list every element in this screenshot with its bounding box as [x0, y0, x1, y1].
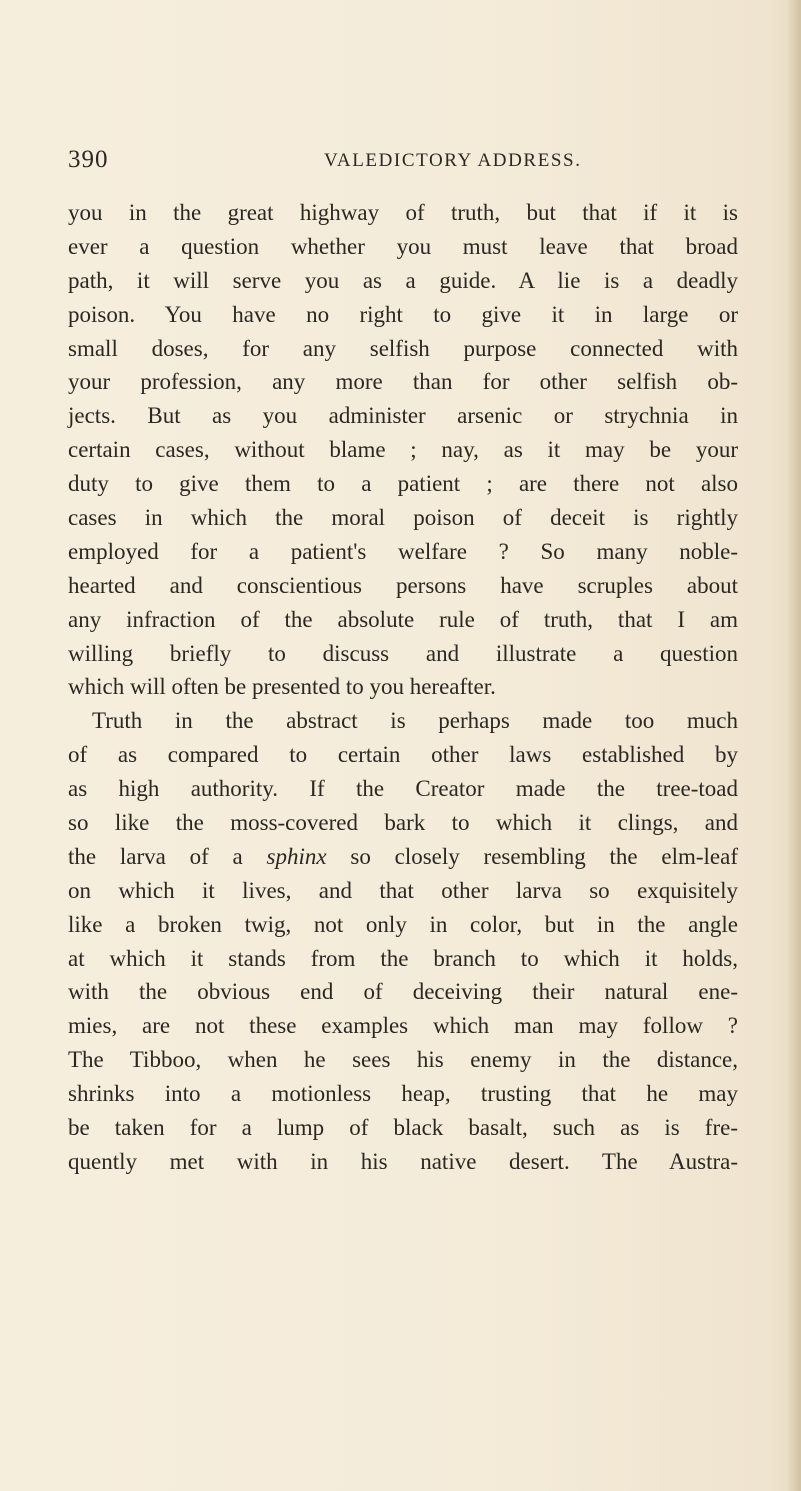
text-line: which will often be presented to you hereafter.: [68, 674, 496, 700]
text-line-with-italic: [68, 840, 738, 874]
page-edge-shadow: [787, 0, 801, 1491]
text-line: of as compared to certain other laws established by: [68, 742, 738, 768]
text-line: as high authority. If the Creator made the tree-toad: [68, 776, 738, 802]
text-line: The Tibboo, when he sees his enemy in the distance,: [68, 1047, 738, 1073]
text-line: like a broken twig, not only in color, but in the angle: [68, 911, 738, 937]
text-line: jects. But as you administer arsenic or strychnia in: [68, 403, 738, 429]
text-line: duty to give them to a patient ; are there not also: [68, 471, 738, 497]
page-header: [68, 146, 738, 176]
text-line: shrinks into a motionless heap, trusting that he may: [68, 1081, 738, 1107]
text-line: quently met with in his native desert. The Austra-: [68, 1148, 738, 1174]
text-line: small doses, for any selfish purpose connected with: [68, 335, 738, 361]
text-line: employed for a patient's welfare ? So many noble-: [68, 538, 738, 564]
text-line: on which it lives, and that other larva so exquisitely: [68, 877, 738, 903]
text-line: so like the moss-covered bark to which it clings, and: [68, 810, 738, 836]
text-line: ever a question whether you must leave that broad: [68, 233, 738, 259]
text-line: you in the great highway of truth, but that if it is: [68, 200, 738, 225]
body-text: [68, 196, 738, 1179]
paragraph-start-line: Truth in the abstract is perhaps made too much: [92, 708, 738, 734]
text-line: cases in which the moral poison of deceit is rightly: [68, 505, 738, 531]
text-line: certain cases, without blame ; nay, as it may be your: [68, 437, 738, 463]
text-line: willing briefly to discuss and illustrate a question: [68, 640, 738, 666]
text-line: with the obvious end of deceiving their natural ene-: [68, 979, 738, 1005]
italic-term-sphinx: sphinx: [266, 843, 327, 869]
text-line: your profession, any more than for other selfish ob-: [68, 369, 738, 395]
text-line: hearted and conscientious persons have scruples about: [68, 572, 738, 598]
text-segment: so closely resembling the elm-leaf: [350, 843, 739, 869]
text-line: at which it stands from the branch to which it holds,: [68, 945, 738, 971]
text-segment: the larva of a: [68, 843, 243, 869]
text-line: mies, are not these examples which man may follow ?: [68, 1013, 738, 1039]
text-line: any infraction of the absolute rule of truth, that I am: [68, 606, 738, 632]
page-number: 390: [68, 146, 109, 173]
text-line: be taken for a lump of black basalt, such as is fre-: [68, 1115, 738, 1141]
text-line: path, it will serve you as a guide. A lie is a deadly: [68, 267, 738, 293]
running-head: VALEDICTORY ADDRESS.: [324, 150, 582, 171]
text-line: poison. You have no right to give it in large or: [68, 301, 738, 327]
